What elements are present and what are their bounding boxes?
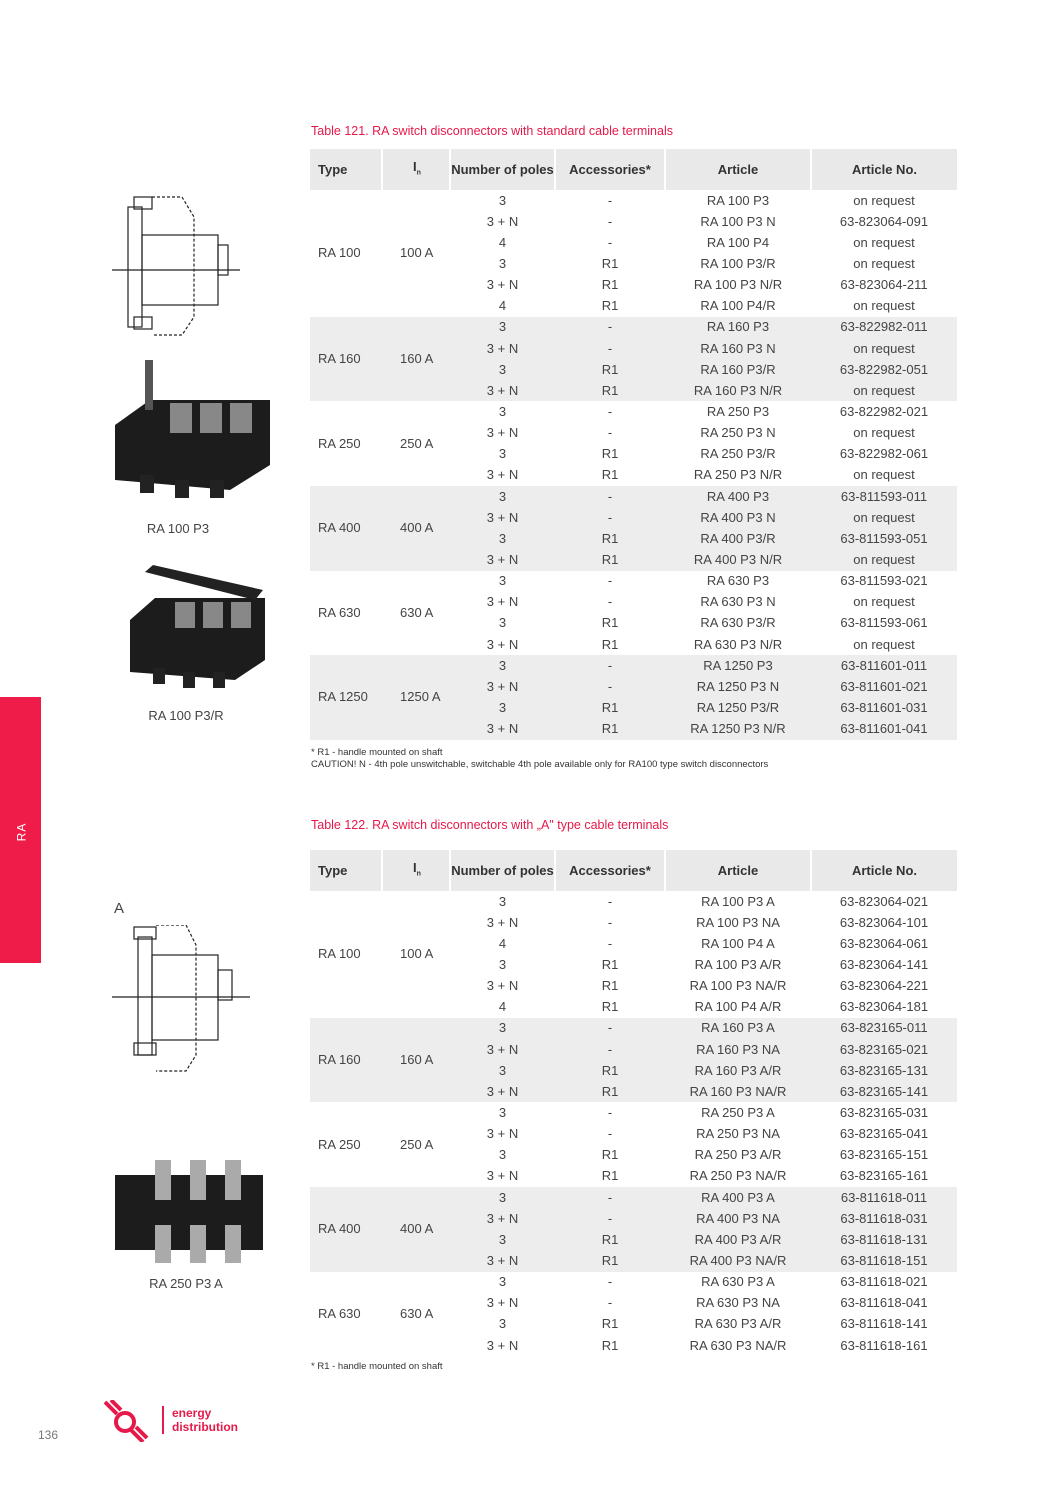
cell-article-no: 63-811618-131 <box>811 1229 957 1250</box>
cell-article-no: on request <box>853 255 915 271</box>
cell-poles: 3 + N <box>450 380 555 401</box>
cell-article-no: 63-811593-011 <box>811 486 957 507</box>
cell-article-no: on request <box>853 636 915 652</box>
cell-article-no: 63-823064-091 <box>839 213 929 229</box>
cell-article: RA 1250 P3 <box>665 655 811 676</box>
cell-type: RA 100 <box>318 946 361 962</box>
ra100-p3r-photo <box>125 560 270 690</box>
cell-accessories: R1 <box>555 1250 665 1271</box>
cell-article: RA 630 P3/R <box>700 615 776 631</box>
cell-accessories: - <box>607 1126 613 1142</box>
cell-article: RA 1250 P3 N/R <box>665 719 811 740</box>
cell-rated-current: 250 A <box>400 435 434 451</box>
cell-poles: 3 <box>498 1316 507 1332</box>
header-row <box>310 850 957 891</box>
cell-article-no: 63-811618-151 <box>811 1250 957 1271</box>
table-row <box>310 1272 957 1293</box>
table-121-note <box>311 747 768 771</box>
cell-article: RA 100 P3 <box>706 192 770 208</box>
cell-accessories: - <box>555 1208 665 1229</box>
cell-rated-current: 1250 A <box>382 655 450 740</box>
cell-accessories: - <box>555 676 665 697</box>
cell-poles: 3 <box>498 615 507 631</box>
image-label-ra250-p3a: RA 250 P3 A <box>149 1276 223 1291</box>
cell-poles: 3 <box>450 528 555 549</box>
table-122-caption: Table 122. RA switch disconnectors with „A" type cable terminals <box>311 818 669 832</box>
table-121-caption: Table 121. RA switch disconnectors with standard cable terminals <box>311 124 673 138</box>
ra100-dimension-drawing <box>112 195 242 345</box>
cell-accessories: R1 <box>601 1337 619 1353</box>
cell-accessories: - <box>607 425 613 441</box>
cell-article-no: on request <box>811 380 957 401</box>
cell-poles: 3 + N <box>450 338 555 359</box>
cell-article: RA 160 P3 N <box>665 338 811 359</box>
cell-accessories: R1 <box>555 528 665 549</box>
table-121 <box>310 149 957 740</box>
cell-accessories: - <box>607 1104 613 1120</box>
table-row <box>310 317 957 338</box>
table-row <box>310 1187 957 1208</box>
cell-rated-current: 400 A <box>382 1187 450 1272</box>
cell-article-no: 63-822982-061 <box>839 446 929 462</box>
cell-accessories: - <box>607 935 613 951</box>
cell-accessories: - <box>607 234 613 250</box>
cell-poles: 3 + N <box>486 1337 519 1353</box>
cell-accessories: - <box>607 403 613 419</box>
brand-line-1: energy <box>172 1406 212 1420</box>
cell-accessories: R1 <box>601 277 619 293</box>
cell-type: RA 250 <box>318 435 361 451</box>
cell-article-no: 63-811593-021 <box>840 573 928 589</box>
cell-article-no: 63-823165-021 <box>811 1039 957 1060</box>
col-type: Type <box>310 850 382 891</box>
cell-article-no: 63-823165-151 <box>839 1147 929 1163</box>
cell-article-no: 63-811618-011 <box>811 1187 957 1208</box>
cell-poles: 3 + N <box>450 1039 555 1060</box>
cell-accessories: - <box>555 1039 665 1060</box>
cell-type: RA 400 <box>310 486 382 571</box>
cell-article-no: on request <box>853 298 915 314</box>
cell-article-no: 63-811601-031 <box>811 697 957 718</box>
cell-rated-current: 630 A <box>400 604 434 620</box>
cell-article: RA 100 P3 A <box>701 893 775 909</box>
cell-rated-current: 160 A <box>382 1018 450 1103</box>
ra250-p3a-photo <box>115 1155 265 1270</box>
cell-accessories: R1 <box>601 956 619 972</box>
cell-accessories: R1 <box>555 719 665 740</box>
cell-accessories: - <box>607 893 613 909</box>
cell-poles: 4 <box>498 935 507 951</box>
cell-poles: 3 <box>450 1060 555 1081</box>
col-rated-current <box>382 149 450 190</box>
header-row <box>310 149 957 190</box>
cell-article-no: 63-811618-141 <box>840 1316 928 1332</box>
cell-poles: 3 + N <box>486 213 519 229</box>
cell-article: RA 630 P3 N/R <box>693 636 783 652</box>
cell-poles: 3 <box>450 1229 555 1250</box>
cell-article-no: on request <box>853 192 915 208</box>
cell-type: RA 160 <box>310 1018 382 1103</box>
cell-article: RA 400 P3 NA <box>665 1208 811 1229</box>
cell-article: RA 1250 P3/R <box>665 697 811 718</box>
cell-article: RA 100 P4/R <box>700 298 776 314</box>
cell-article-no: 63-823064-211 <box>840 277 928 293</box>
image-label-ra100-p3: RA 100 P3 <box>146 521 210 536</box>
cell-article: RA 250 P3 N/R <box>693 467 783 483</box>
cell-type: RA 630 <box>318 604 361 620</box>
cell-poles: 3 + N <box>486 1168 519 1184</box>
cell-poles: 3 + N <box>486 636 519 652</box>
cell-article: RA 400 P3 N/R <box>665 549 811 570</box>
cell-accessories: - <box>607 594 613 610</box>
col-rated-current <box>382 850 450 891</box>
cell-article-no: 63-811601-041 <box>811 719 957 740</box>
cell-article: RA 160 P3 A <box>665 1018 811 1039</box>
section-tab <box>0 697 41 963</box>
cell-poles: 3 <box>498 1274 507 1290</box>
cell-article-no: 63-811618-031 <box>811 1208 957 1229</box>
cell-article-no: 63-822982-051 <box>811 359 957 380</box>
cell-poles: 3 <box>498 956 507 972</box>
cell-article: RA 630 P3 A/R <box>694 1316 782 1332</box>
cell-accessories: - <box>607 1295 613 1311</box>
cell-poles: 4 <box>498 234 507 250</box>
col-accessories: Accessories* <box>555 149 665 190</box>
cell-article-no: 63-811618-041 <box>840 1295 928 1311</box>
section-tab-label: RA <box>14 822 29 842</box>
cell-type: RA 400 <box>310 1187 382 1272</box>
cell-poles: 3 <box>450 1187 555 1208</box>
cell-accessories: R1 <box>555 1081 665 1102</box>
cell-article-no: 63-822982-021 <box>839 403 929 419</box>
cell-article-no: 63-811593-051 <box>811 528 957 549</box>
cell-article-no: 63-823165-011 <box>811 1018 957 1039</box>
cell-article-no: 63-823165-131 <box>811 1060 957 1081</box>
cell-poles: 3 <box>498 573 507 589</box>
cell-article: RA 630 P3 <box>706 573 770 589</box>
cell-accessories: - <box>555 1187 665 1208</box>
cell-article-no: on request <box>811 338 957 359</box>
col-article-no: Article No. <box>811 149 957 190</box>
cell-poles: 3 + N <box>450 1250 555 1271</box>
cell-article: RA 100 P4 A <box>701 935 775 951</box>
energy-distribution-logo-icon <box>103 1400 149 1442</box>
cell-accessories: - <box>555 486 665 507</box>
cell-article: RA 100 P3 NA/R <box>689 978 787 994</box>
cell-article-no: 63-823064-101 <box>839 914 929 930</box>
cell-article: RA 250 P3 A <box>701 1104 775 1120</box>
cell-accessories: R1 <box>555 1060 665 1081</box>
cell-poles: 4 <box>498 999 507 1015</box>
cell-article: RA 250 P3 N <box>700 425 776 441</box>
table-row <box>310 1102 957 1123</box>
cell-poles: 3 <box>498 192 507 208</box>
cell-article-no: on request <box>853 425 915 441</box>
cell-poles: 3 + N <box>486 425 519 441</box>
cell-poles: 3 <box>498 1147 507 1163</box>
cell-accessories: R1 <box>601 1147 619 1163</box>
cell-article-no: on request <box>853 594 915 610</box>
cell-rated-current: 250 A <box>400 1136 434 1152</box>
cell-article-no: 63-823064-221 <box>839 978 929 994</box>
cell-poles: 3 <box>498 403 507 419</box>
cell-article: RA 250 P3 <box>706 403 770 419</box>
cell-rated-current: 100 A <box>400 245 434 261</box>
cell-accessories: R1 <box>601 1316 619 1332</box>
cell-poles: 3 + N <box>486 1295 519 1311</box>
cell-poles: 3 + N <box>450 1208 555 1229</box>
col-in-label: I <box>413 158 417 174</box>
cell-poles: 3 + N <box>486 978 519 994</box>
cell-poles: 3 <box>498 1104 507 1120</box>
cell-article: RA 100 P3 NA <box>696 914 780 930</box>
cell-article: RA 160 P3 <box>665 317 811 338</box>
col-in-sub: n <box>416 169 421 177</box>
cell-article-no: on request <box>811 507 957 528</box>
cell-type: RA 250 <box>318 1136 361 1152</box>
cell-article-no: 63-811618-161 <box>840 1337 928 1353</box>
cell-poles: 3 + N <box>486 594 519 610</box>
col-in-label: I <box>413 859 417 875</box>
cell-accessories: R1 <box>555 549 665 570</box>
cell-rated-current: 160 A <box>382 317 450 402</box>
footnote-r1: * R1 - handle mounted on shaft <box>311 747 443 758</box>
cell-accessories: - <box>607 192 613 208</box>
col-type: Type <box>310 149 382 190</box>
cell-poles: 3 <box>498 446 507 462</box>
cell-article-no: 63-823165-161 <box>839 1168 929 1184</box>
cell-article: RA 100 P4 A/R <box>694 999 782 1015</box>
cell-article-no: 63-823064-181 <box>839 999 929 1015</box>
cell-article-no: 63-811601-011 <box>811 655 957 676</box>
cell-poles: 3 <box>450 697 555 718</box>
cell-poles: 3 <box>498 255 507 271</box>
brand-line-2: distribution <box>172 1420 238 1434</box>
cell-article: RA 100 P3 A/R <box>694 956 782 972</box>
cell-article: RA 250 P3 NA <box>696 1126 780 1142</box>
cell-article-no: 63-823064-061 <box>839 935 929 951</box>
cell-accessories: R1 <box>601 978 619 994</box>
cell-poles: 3 <box>450 317 555 338</box>
cell-article-no: 63-823165-041 <box>839 1126 929 1142</box>
cell-article: RA 630 P3 NA/R <box>689 1337 787 1353</box>
cell-article-no: 63-823064-141 <box>839 956 929 972</box>
brand-name <box>162 1406 238 1434</box>
cell-article: RA 160 P3 N/R <box>665 380 811 401</box>
ra100-p3-photo <box>110 355 270 500</box>
cell-article: RA 1250 P3 N <box>665 676 811 697</box>
table-row <box>310 401 957 422</box>
cell-accessories: - <box>607 1274 613 1290</box>
cell-article: RA 100 P3/R <box>700 255 776 271</box>
cell-poles: 3 <box>450 655 555 676</box>
table-row <box>310 655 957 676</box>
cell-article: RA 160 P3 A/R <box>665 1060 811 1081</box>
cell-poles: 3 + N <box>450 1081 555 1102</box>
cell-accessories: - <box>555 317 665 338</box>
cell-rated-current: 400 A <box>382 486 450 571</box>
cell-article: RA 630 P3 A <box>701 1274 775 1290</box>
col-poles: Number of poles <box>450 850 555 891</box>
cell-article: RA 100 P3 N <box>700 213 776 229</box>
cell-accessories: - <box>555 655 665 676</box>
page-number: 136 <box>38 1428 59 1442</box>
cell-article: RA 630 P3 NA <box>696 1295 780 1311</box>
table-row <box>310 891 957 912</box>
col-in-sub: n <box>416 870 421 878</box>
cell-article: RA 400 P3 <box>665 486 811 507</box>
caution-note: CAUTION! N - 4th pole unswitchable, switchable 4th pole available only for RA100 type switch disconnectors <box>311 759 769 770</box>
cell-type: RA 100 <box>318 245 361 261</box>
cell-rated-current: 100 A <box>400 946 434 962</box>
cell-article-no: 63-823165-031 <box>839 1104 929 1120</box>
cell-article: RA 630 P3 N <box>700 594 776 610</box>
cell-article: RA 100 P4 <box>706 234 770 250</box>
cell-article: RA 400 P3 A/R <box>665 1229 811 1250</box>
table-row <box>310 571 957 592</box>
cell-accessories: R1 <box>601 636 619 652</box>
cell-article-no: 63-822982-011 <box>811 317 957 338</box>
cell-article-no: on request <box>811 549 957 570</box>
cell-poles: 3 + N <box>450 507 555 528</box>
cell-article: RA 160 P3 NA <box>665 1039 811 1060</box>
cell-poles: 3 + N <box>486 914 519 930</box>
cell-accessories: R1 <box>601 999 619 1015</box>
cell-accessories: - <box>555 507 665 528</box>
cell-accessories: R1 <box>555 697 665 718</box>
cell-article: RA 160 P3 NA/R <box>665 1081 811 1102</box>
cell-accessories: - <box>555 1018 665 1039</box>
cell-accessories: R1 <box>555 359 665 380</box>
terminal-type-label: A <box>114 900 125 917</box>
cell-poles: 3 + N <box>486 1126 519 1142</box>
cell-accessories: - <box>607 573 613 589</box>
cell-poles: 4 <box>498 298 507 314</box>
cell-accessories: R1 <box>601 298 619 314</box>
cell-poles: 3 <box>450 486 555 507</box>
cell-poles: 3 <box>450 1018 555 1039</box>
cell-type: RA 1250 <box>310 655 382 740</box>
cell-accessories: - <box>555 338 665 359</box>
cell-article-no: 63-811618-021 <box>840 1274 928 1290</box>
table-row <box>310 1018 957 1039</box>
cell-article: RA 250 P3 NA/R <box>689 1168 787 1184</box>
cell-accessories: R1 <box>601 446 619 462</box>
cell-accessories: R1 <box>601 255 619 271</box>
ra100-a-dimension-drawing <box>112 925 252 1075</box>
cell-type: RA 160 <box>310 317 382 402</box>
col-poles: Number of poles <box>450 149 555 190</box>
cell-article-no: on request <box>853 467 915 483</box>
cell-poles: 3 + N <box>486 467 519 483</box>
cell-article: RA 160 P3/R <box>665 359 811 380</box>
cell-article: RA 400 P3 NA/R <box>665 1250 811 1271</box>
cell-article: RA 100 P3 N/R <box>693 277 783 293</box>
col-accessories: Accessories* <box>555 850 665 891</box>
cell-poles: 3 + N <box>450 676 555 697</box>
cell-article: RA 400 P3/R <box>665 528 811 549</box>
col-article: Article <box>665 149 811 190</box>
cell-article-no: 63-823064-021 <box>839 893 929 909</box>
cell-accessories: - <box>607 914 613 930</box>
cell-poles: 3 + N <box>450 719 555 740</box>
cell-accessories: - <box>607 213 613 229</box>
cell-rated-current: 630 A <box>400 1305 434 1321</box>
col-article: Article <box>665 850 811 891</box>
cell-article: RA 250 P3 A/R <box>694 1147 782 1163</box>
table-122-note: * R1 - handle mounted on shaft <box>311 1361 443 1372</box>
cell-accessories: R1 <box>601 467 619 483</box>
table-row <box>310 190 957 211</box>
cell-accessories: R1 <box>601 1168 619 1184</box>
cell-poles: 3 + N <box>486 277 519 293</box>
table-122 <box>310 850 957 1356</box>
cell-poles: 3 <box>450 359 555 380</box>
cell-article-no: 63-811601-021 <box>811 676 957 697</box>
cell-accessories: R1 <box>601 615 619 631</box>
cell-article-no: 63-811593-061 <box>840 615 928 631</box>
cell-type: RA 630 <box>318 1305 361 1321</box>
cell-accessories: R1 <box>555 1229 665 1250</box>
cell-article-no: 63-823165-141 <box>811 1081 957 1102</box>
cell-accessories: R1 <box>555 380 665 401</box>
table-row <box>310 486 957 507</box>
cell-article: RA 400 P3 N <box>665 507 811 528</box>
cell-article: RA 400 P3 A <box>665 1187 811 1208</box>
cell-poles: 3 <box>498 893 507 909</box>
cell-article-no: on request <box>853 234 915 250</box>
image-label-ra100-p3r: RA 100 P3/R <box>148 708 224 723</box>
col-article-no: Article No. <box>811 850 957 891</box>
cell-poles: 3 + N <box>450 549 555 570</box>
cell-article: RA 250 P3/R <box>700 446 776 462</box>
